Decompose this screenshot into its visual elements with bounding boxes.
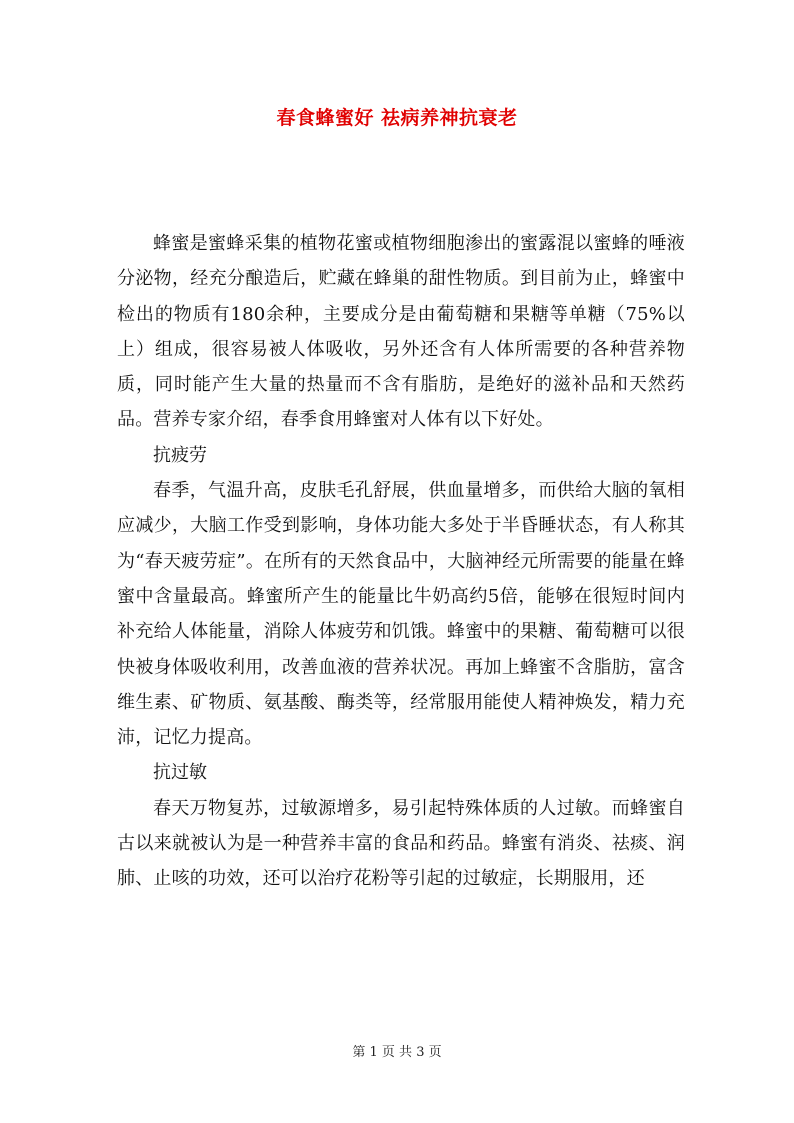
page-footer: 第 1 页 共 3 页 <box>352 1045 442 1060</box>
section-heading-anti-fatigue: 抗疲劳 <box>153 444 207 466</box>
intro-paragraph: 蜂蜜是蜜蜂采集的植物花蜜或植物细胞渗出的蜜露混以蜜蜂的唾液分泌物，经充分酿造后，贮藏在蜂巢的甜性物质。到目前为止，蜂蜜中检出的物质有180余种，主要成分是由葡萄糖和果糖等单糖（75%以上）组成，很容易被人体吸收，另外还含有人体所需要的各种营养物质，同时能产生大量的热量而不含有脂肪，是绝好的滋补品和天然药品。营养专家介绍，春季食用蜂蜜对人体有以下好处。 <box>117 233 685 431</box>
document-body <box>117 226 685 897</box>
document-title: 春食蜂蜜好 祛病养神抗衰老 <box>276 107 518 129</box>
anti-allergy-paragraph: 春天万物复苏，过敏源增多，易引起特殊体质的人过敏。而蜂蜜自古以来就被认为是一种营养丰富的食品和药品。蜂蜜有消炎、祛痰、润肺、止咳的功效，还可以治疗花粉等引起的过敏症，长期服用，还 <box>117 797 685 890</box>
anti-fatigue-paragraph: 春季，气温升高，皮肤毛孔舒展，供血量增多，而供给大脑的氧相应减少，大脑工作受到影响，身体功能大多处于半昏睡状态，有人称其为“春天疲劳症”。在所有的天然食品中，大脑神经元所需要的能量在蜂蜜中含量最高。蜂蜜所产生的能量比牛奶高约5倍，能够在很短时间内补充给人体能量，消除人体疲劳和饥饿。蜂蜜中的果糖、葡萄糖可以很快被身体吸收利用，改善血液的营养状况。再加上蜂蜜不含脂肪，富含维生素、矿物质、氨基酸、酶类等，经常服用能使人精神焕发，精力充沛，记忆力提高。 <box>117 480 685 749</box>
section-heading-anti-allergy: 抗过敏 <box>153 762 207 784</box>
